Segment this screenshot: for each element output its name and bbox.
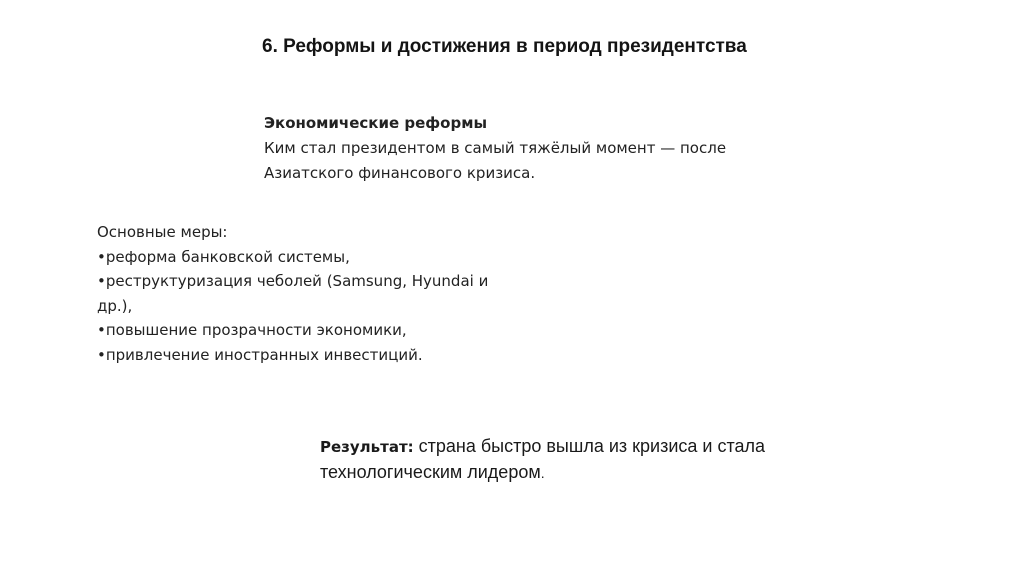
- list-item: др.),: [97, 296, 133, 315]
- main-measures-list: [97, 220, 517, 367]
- list-item: •привлечение иностранных инвестиций.: [97, 345, 423, 364]
- list-item: •реструктуризация чеболей (Samsung, Hyundai и: [97, 272, 489, 290]
- economic-reforms-line-1: Ким стал президентом в самый тяжёлый момент — после: [264, 139, 727, 157]
- economic-reforms-line-2: Азиатского финансового кризиса.: [264, 164, 536, 182]
- result-text-1: страна быстро вышла из кризиса и стала: [413, 436, 766, 456]
- result-text-2: технологическим лидером: [320, 462, 541, 482]
- list-item: •реформа банковской системы,: [97, 247, 350, 266]
- main-measures-heading: Основные меры:: [97, 223, 228, 241]
- result-period: .: [540, 465, 545, 481]
- result-block: [320, 434, 800, 486]
- result-label: Результат:: [320, 438, 414, 456]
- slide-title: 6. Реформы и достижения в период президентства: [262, 36, 747, 57]
- economic-reforms-block: [264, 111, 784, 186]
- economic-reforms-heading: Экономические реформы: [264, 114, 488, 132]
- list-item: •повышение прозрачности экономики,: [97, 321, 407, 339]
